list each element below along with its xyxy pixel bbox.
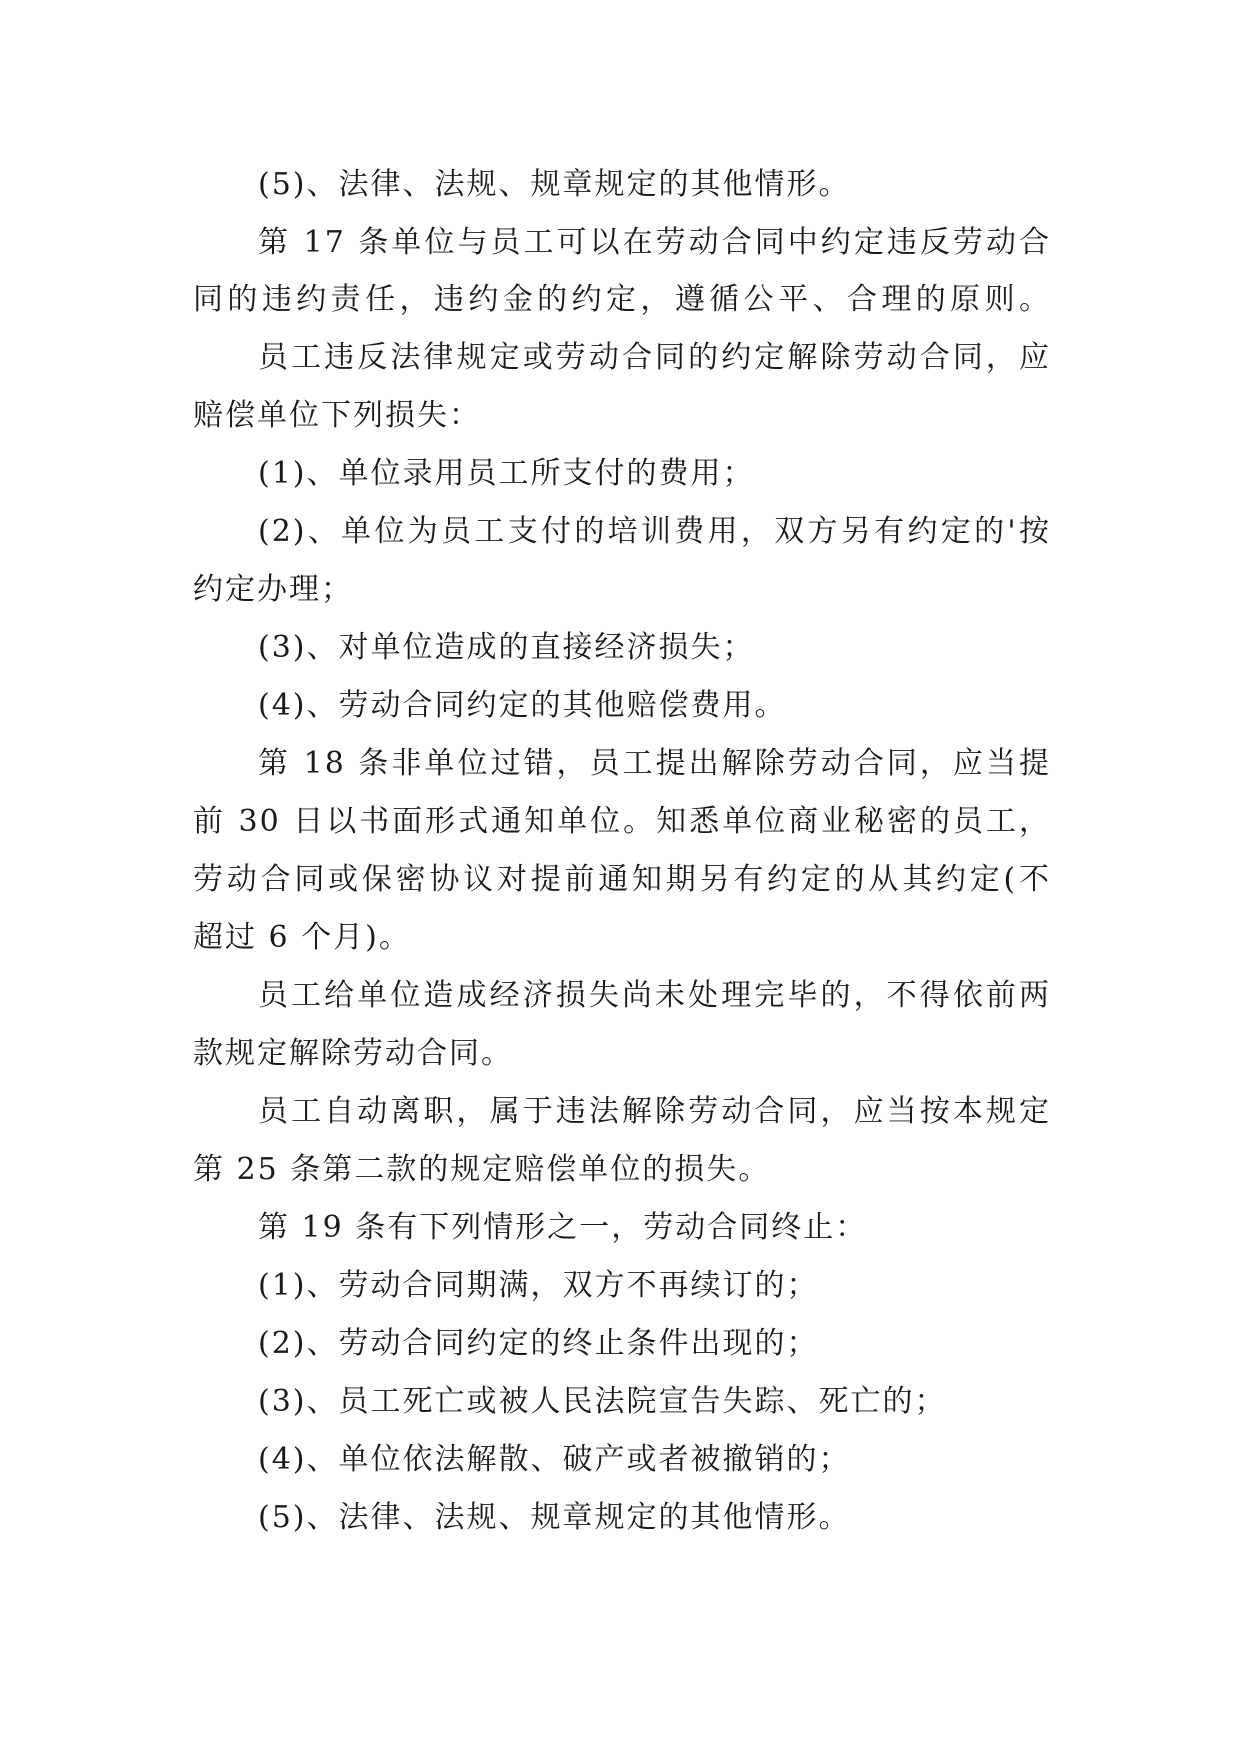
text-line: (4)、单位依法解散、破产或者被撤销的； (258, 1442, 851, 1477)
text-line: 员工违反法律规定或劳动合同的约定解除劳动合同，应 (258, 340, 1051, 375)
text-line: 第 25 条第二款的规定赔偿单位的损失。 (193, 1152, 771, 1187)
text-line: (3)、对单位造成的直接经济损失； (258, 630, 755, 665)
text-line: 员工自动离职，属于违法解除劳动合同，应当按本规定 (258, 1094, 1051, 1129)
text-line: 前 30 日以书面形式通知单位。知悉单位商业秘密的员工， (193, 804, 1051, 839)
text-line: 超过 6 个月)。 (193, 920, 411, 955)
text-line: (1)、劳动合同期满，双方不再续订的； (258, 1268, 819, 1303)
text-line: (2)、劳动合同约定的终止条件出现的； (258, 1326, 819, 1361)
text-line: 约定办理； (193, 572, 353, 607)
text-line: 第 18 条非单位过错，员工提出解除劳动合同，应当提 (258, 746, 1051, 781)
text-line: (5)、法律、法规、规章规定的其他情形。 (258, 167, 851, 202)
text-line: (3)、员工死亡或被人民法院宣告失踪、死亡的； (258, 1384, 947, 1419)
text-line: (1)、单位录用员工所支付的费用； (258, 456, 755, 491)
text-line: (4)、劳动合同约定的其他赔偿费用。 (258, 688, 787, 723)
text-line: 劳动合同或保密协议对提前通知期另有约定的从其约定(不 (193, 862, 1051, 897)
text-line: 员工给单位造成经济损失尚未处理完毕的，不得依前两 (258, 978, 1051, 1013)
text-line: 款规定解除劳动合同。 (193, 1036, 513, 1071)
text-line: 第 19 条有下列情形之一，劳动合同终止： (258, 1210, 868, 1245)
text-line: 第 17 条单位与员工可以在劳动合同中约定违反劳动合 (258, 225, 1051, 260)
text-line: (2)、单位为员工支付的培训费用，双方另有约定的'按 (258, 514, 1051, 549)
text-line: 赔偿单位下列损失： (193, 398, 481, 433)
text-line: (5)、法律、法规、规章规定的其他情形。 (258, 1500, 851, 1535)
text-line: 同的违约责任，违约金的约定，遵循公平、合理的原则。 (193, 282, 1051, 317)
